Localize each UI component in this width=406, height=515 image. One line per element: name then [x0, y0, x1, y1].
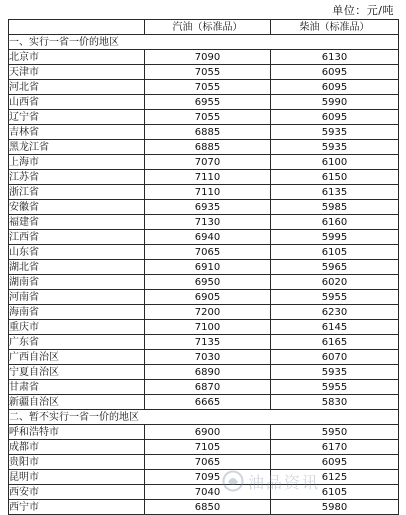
gasoline-cell: 7110: [145, 170, 271, 185]
region-cell: 甘肃省: [9, 380, 145, 395]
region-cell: 湖南省: [9, 275, 145, 290]
diesel-cell: 5950: [271, 425, 399, 440]
table-row: [9, 275, 399, 290]
price-table: [8, 19, 399, 515]
gasoline-cell: 6665: [145, 395, 271, 410]
table-row: [9, 155, 399, 170]
table-row: [9, 170, 399, 185]
diesel-cell: 6125: [271, 470, 399, 485]
region-cell: 新疆自治区: [9, 395, 145, 410]
region-cell: 河北省: [9, 80, 145, 95]
gasoline-cell: 6885: [145, 125, 271, 140]
gasoline-cell: 6905: [145, 290, 271, 305]
gasoline-cell: 7095: [145, 470, 271, 485]
diesel-cell: 5985: [271, 200, 399, 215]
gasoline-cell: 7030: [145, 350, 271, 365]
gasoline-cell: 7065: [145, 245, 271, 260]
table-row: [9, 110, 399, 125]
gasoline-cell: 6900: [145, 425, 271, 440]
diesel-cell: 6130: [271, 50, 399, 65]
table-row: [9, 470, 399, 485]
table-row: [9, 125, 399, 140]
table-row: [9, 455, 399, 470]
table-row: [9, 335, 399, 350]
table-row: [9, 245, 399, 260]
region-cell: 贵阳市: [9, 455, 145, 470]
diesel-cell: 6170: [271, 440, 399, 455]
region-cell: 江西省: [9, 230, 145, 245]
table-body: [9, 35, 399, 515]
table-row: [9, 320, 399, 335]
diesel-cell: 6135: [271, 185, 399, 200]
watermark-text: 油品资讯: [248, 472, 321, 492]
diesel-cell: 6230: [271, 305, 399, 320]
diesel-cell: 6160: [271, 215, 399, 230]
gasoline-cell: 6950: [145, 275, 271, 290]
diesel-cell: 5955: [271, 380, 399, 395]
region-cell: 北京市: [9, 50, 145, 65]
diesel-cell: 6165: [271, 335, 399, 350]
table-row: [9, 290, 399, 305]
diesel-cell: 5980: [271, 500, 399, 515]
region-cell: 西安市: [9, 485, 145, 500]
diesel-cell: 6070: [271, 350, 399, 365]
region-cell: 浙江省: [9, 185, 145, 200]
gasoline-cell: 6890: [145, 365, 271, 380]
section-title: 一、实行一省一价的地区: [9, 35, 399, 50]
gasoline-cell: 7200: [145, 305, 271, 320]
gasoline-cell: 7055: [145, 65, 271, 80]
gasoline-cell: 7055: [145, 110, 271, 125]
gasoline-cell: 6940: [145, 230, 271, 245]
table-row: [9, 95, 399, 110]
region-cell: 山西省: [9, 95, 145, 110]
diesel-cell: 6150: [271, 170, 399, 185]
table-row: [9, 380, 399, 395]
gasoline-cell: 7070: [145, 155, 271, 170]
section-title: 二、暂不实行一省一价的地区: [9, 410, 399, 425]
table-row: [9, 80, 399, 95]
table-row: [9, 440, 399, 455]
table-row: [9, 200, 399, 215]
region-cell: 河南省: [9, 290, 145, 305]
diesel-cell: 6020: [271, 275, 399, 290]
header-region: [9, 20, 145, 35]
diesel-cell: 6105: [271, 485, 399, 500]
diesel-cell: 6145: [271, 320, 399, 335]
table-row: [9, 395, 399, 410]
table-row: [9, 425, 399, 440]
gasoline-cell: 7130: [145, 215, 271, 230]
gasoline-cell: 6910: [145, 260, 271, 275]
region-cell: 安徽省: [9, 200, 145, 215]
gasoline-cell: 7090: [145, 50, 271, 65]
region-cell: 海南省: [9, 305, 145, 320]
gasoline-cell: 6935: [145, 200, 271, 215]
gasoline-cell: 6870: [145, 380, 271, 395]
table-row: [9, 65, 399, 80]
gasoline-cell: 6955: [145, 95, 271, 110]
diesel-cell: 6095: [271, 65, 399, 80]
region-cell: 广东省: [9, 335, 145, 350]
gasoline-cell: 7135: [145, 335, 271, 350]
region-cell: 宁夏自治区: [9, 365, 145, 380]
gasoline-cell: 6885: [145, 140, 271, 155]
gasoline-cell: 7055: [145, 80, 271, 95]
gasoline-cell: 7105: [145, 440, 271, 455]
section-row: [9, 410, 399, 425]
table-row: [9, 50, 399, 65]
gasoline-cell: 7040: [145, 485, 271, 500]
header-row: [9, 20, 399, 35]
diesel-cell: 5935: [271, 125, 399, 140]
diesel-cell: 6095: [271, 455, 399, 470]
table-row: [9, 140, 399, 155]
region-cell: 重庆市: [9, 320, 145, 335]
region-cell: 呼和浩特市: [9, 425, 145, 440]
region-cell: 成都市: [9, 440, 145, 455]
diesel-cell: 5935: [271, 140, 399, 155]
region-cell: 福建省: [9, 215, 145, 230]
region-cell: 天津市: [9, 65, 145, 80]
region-cell: 山东省: [9, 245, 145, 260]
table-row: [9, 215, 399, 230]
table-row: [9, 260, 399, 275]
diesel-cell: 5965: [271, 260, 399, 275]
region-cell: 黑龙江省: [9, 140, 145, 155]
diesel-cell: 5935: [271, 365, 399, 380]
diesel-cell: 6095: [271, 80, 399, 95]
diesel-cell: 5955: [271, 290, 399, 305]
region-cell: 吉林省: [9, 125, 145, 140]
region-cell: 广西自治区: [9, 350, 145, 365]
region-cell: 江苏省: [9, 170, 145, 185]
table-row: [9, 185, 399, 200]
diesel-cell: 5995: [271, 230, 399, 245]
diesel-cell: 5990: [271, 95, 399, 110]
diesel-cell: 6105: [271, 245, 399, 260]
gasoline-cell: 7110: [145, 185, 271, 200]
diesel-cell: 5830: [271, 395, 399, 410]
gasoline-cell: 6850: [145, 500, 271, 515]
region-cell: 辽宁省: [9, 110, 145, 125]
gasoline-cell: 7100: [145, 320, 271, 335]
region-cell: 西宁市: [9, 500, 145, 515]
header-diesel: 柴油（标准品）: [271, 20, 399, 35]
table-row: [9, 350, 399, 365]
table-row: [9, 365, 399, 380]
table-row: [9, 485, 399, 500]
section-row: [9, 35, 399, 50]
table-row: [9, 230, 399, 245]
gasoline-cell: 7065: [145, 455, 271, 470]
header-gasoline: 汽油（标准品）: [145, 20, 271, 35]
region-cell: 昆明市: [9, 470, 145, 485]
diesel-cell: 6095: [271, 110, 399, 125]
unit-label: 单位：元/吨: [332, 4, 394, 17]
diesel-cell: 6100: [271, 155, 399, 170]
table-row: [9, 305, 399, 320]
region-cell: 湖北省: [9, 260, 145, 275]
region-cell: 上海市: [9, 155, 145, 170]
